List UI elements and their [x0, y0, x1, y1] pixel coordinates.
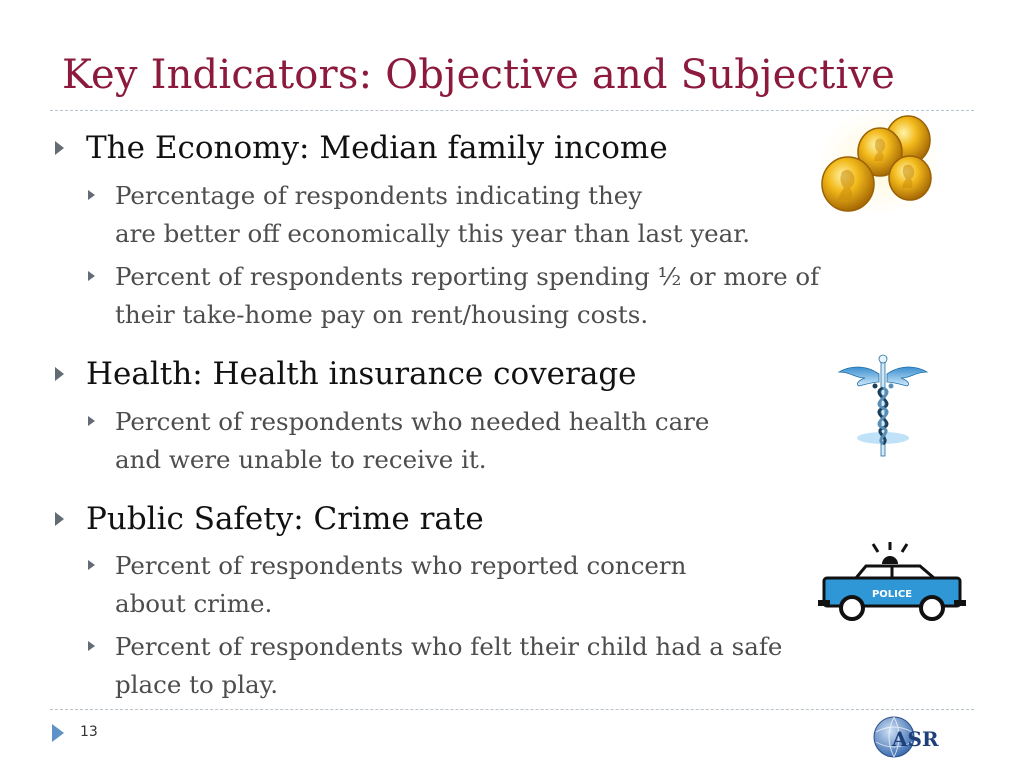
caduceus-icon: [835, 352, 931, 460]
list-item: Percentage of respondents indicating they are better off economically this year than last year.: [115, 181, 751, 248]
slide-title: Key Indicators: Objective and Subjective: [62, 52, 896, 98]
section-heading-economy: The Economy: Median family income: [86, 130, 668, 166]
sub-bullet-marker: [88, 190, 95, 200]
police-car-icon: [816, 542, 966, 624]
bullet-marker: [55, 367, 64, 381]
footer-divider: [50, 709, 974, 710]
section-heading-health: Health: Health insurance coverage: [86, 356, 637, 392]
bullet-marker: [55, 512, 64, 526]
list-item: Percent of respondents reporting spending ½ or more of their take-home pay on rent/housing costs.: [115, 262, 820, 329]
page-number: 13: [80, 724, 98, 740]
sub-bullet-marker: [88, 641, 95, 651]
sub-bullet-marker: [88, 271, 95, 281]
list-item: Percent of respondents who needed health care and were unable to receive it.: [115, 407, 710, 474]
gold-coins-icon: [818, 110, 942, 216]
list-item: Percent of respondents who felt their child had a safe place to play.: [115, 632, 783, 699]
svg-text:ASR: ASR: [892, 727, 939, 751]
asr-logo: [870, 712, 952, 762]
list-item: Percent of respondents who reported concern about crime.: [115, 551, 687, 618]
sub-bullet-marker: [88, 416, 95, 426]
section-heading-safety: Public Safety: Crime rate: [86, 501, 484, 537]
sub-bullet-marker: [88, 560, 95, 570]
bullet-marker: [55, 141, 64, 155]
play-arrow-icon: [52, 724, 64, 742]
police-label: POLICE: [871, 589, 913, 600]
